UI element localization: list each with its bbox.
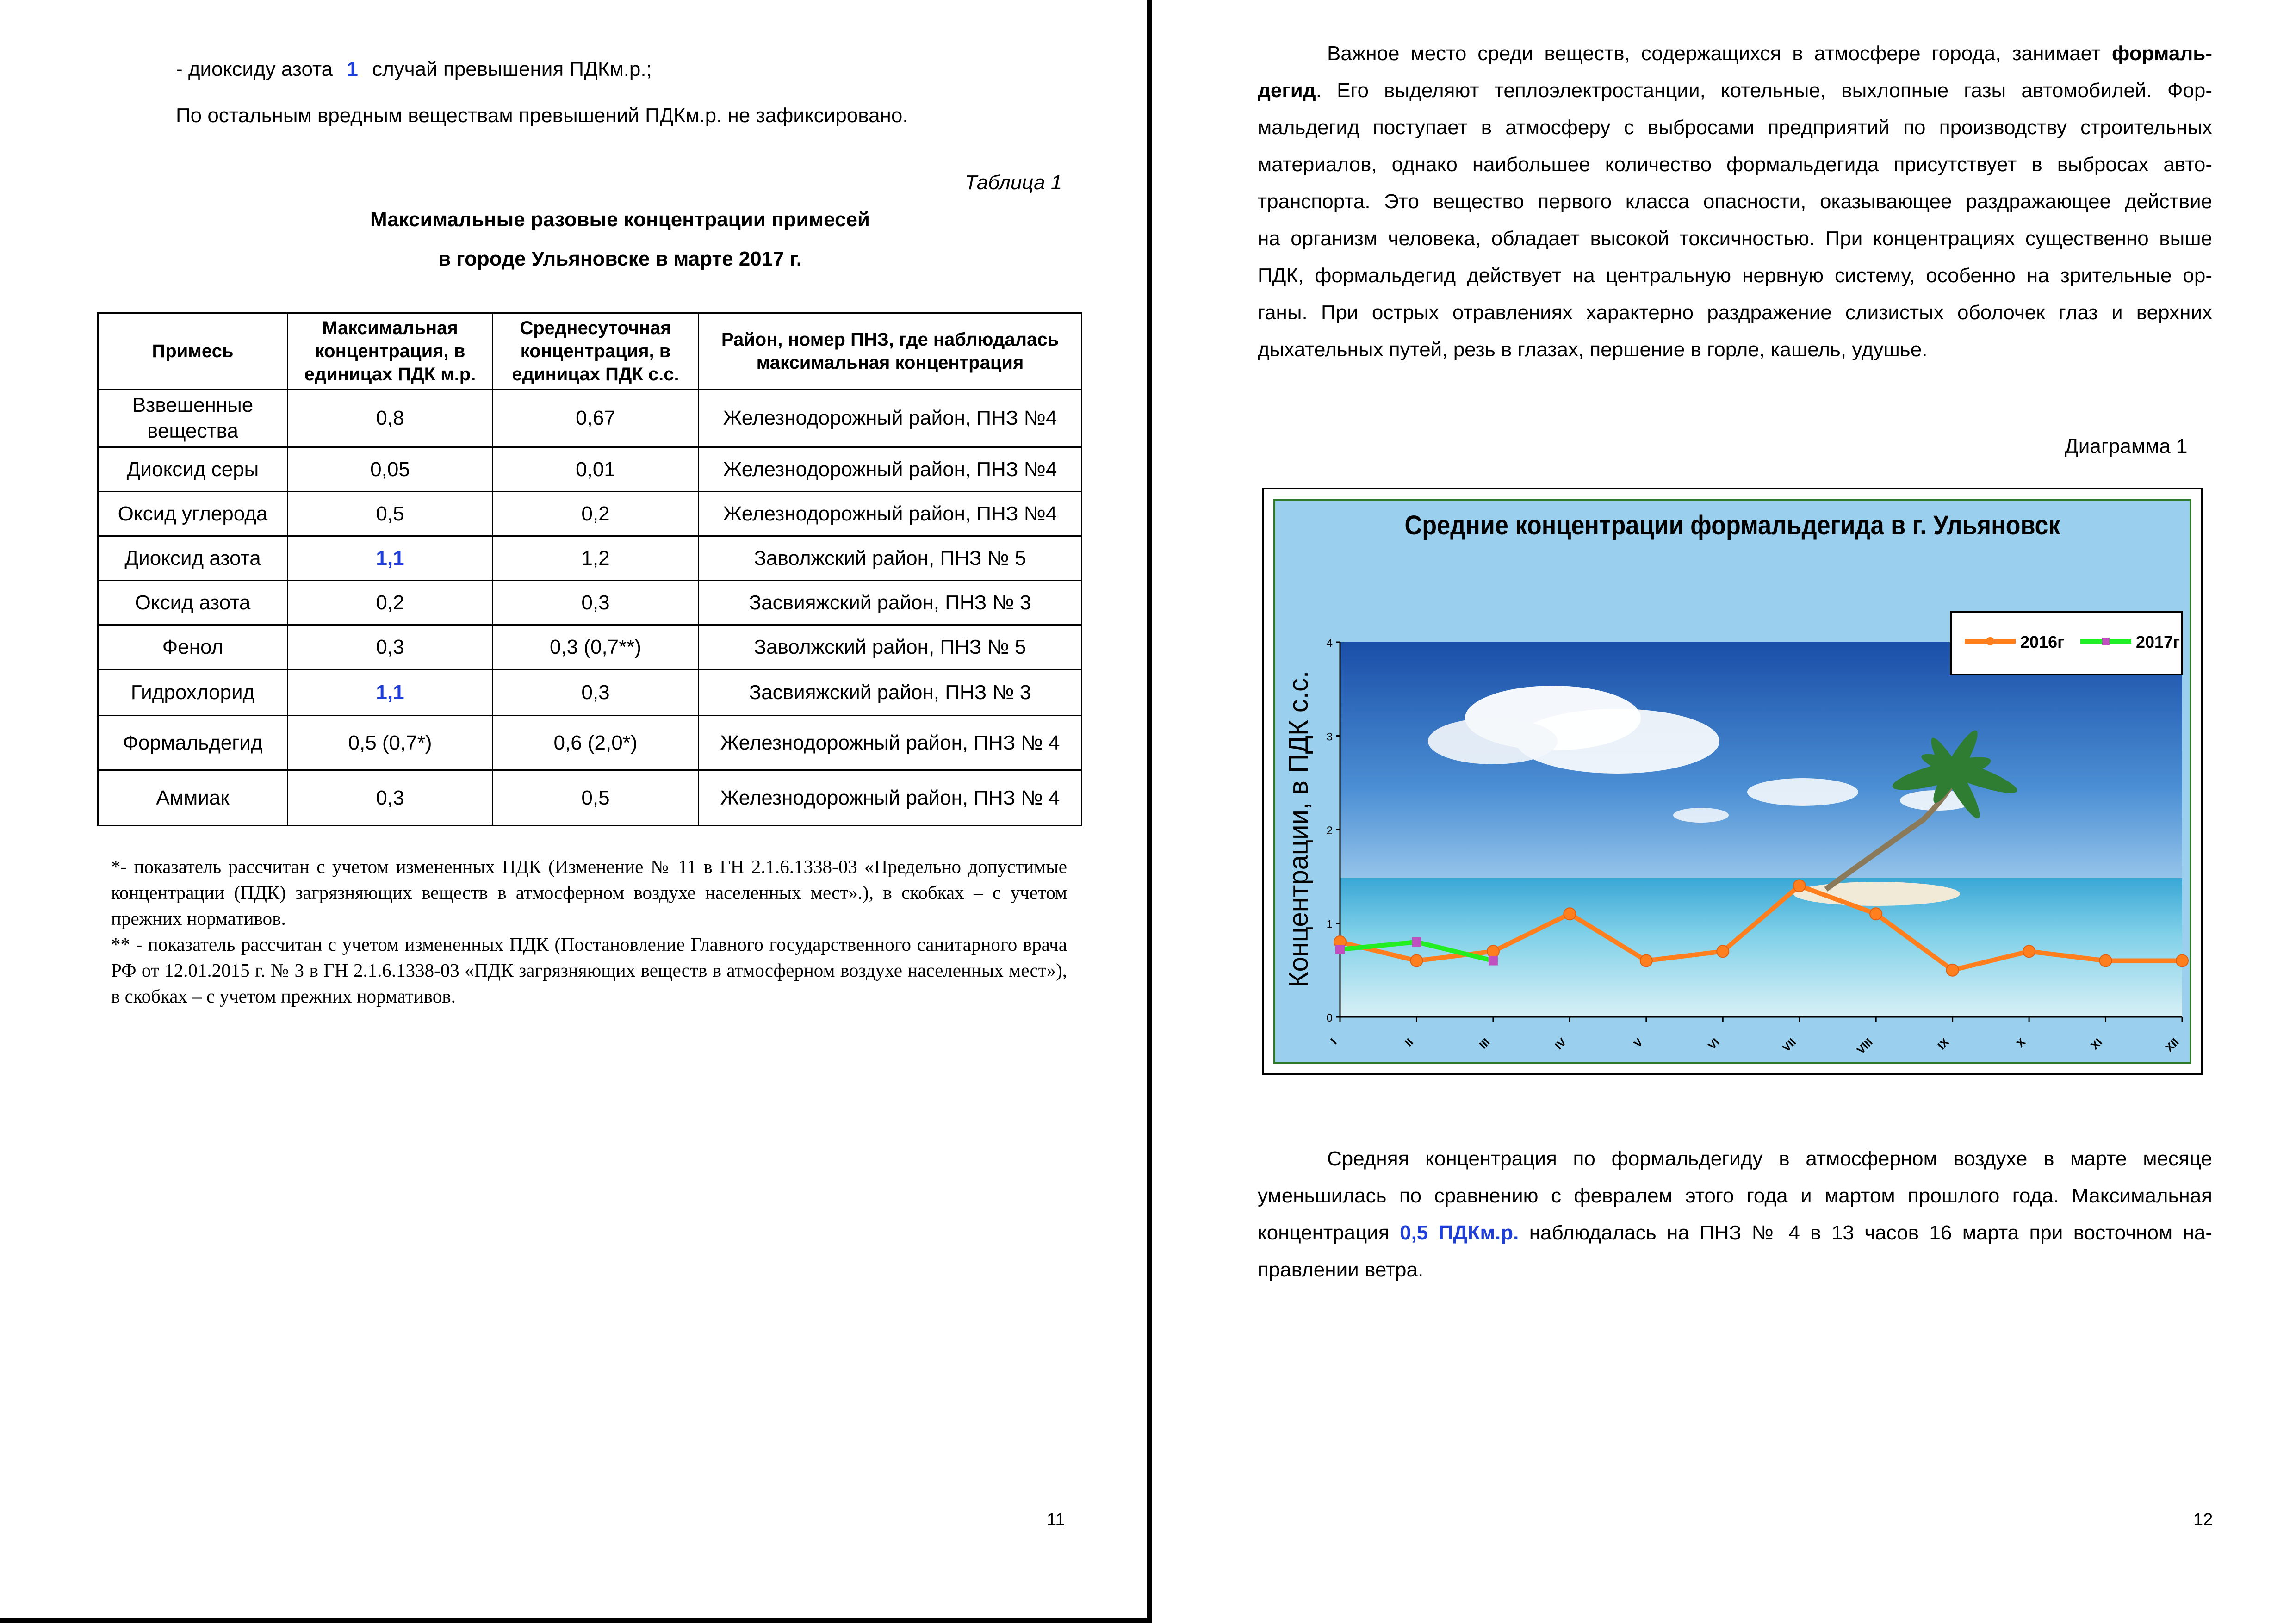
table-title-line2: в городе Ульяновске в марте 2017 г. <box>438 248 802 270</box>
legend-marker-2017 <box>2102 638 2110 645</box>
para2-line: Средняя концентрация по формальдегиду в атмосферном воздухе в марте месяце <box>1327 1147 2212 1170</box>
para1-bold-term: дегид <box>1258 79 1316 102</box>
table-row <box>98 669 1082 716</box>
cell-daily: 0,01 <box>493 447 699 492</box>
cell-daily: 0,3 (0,7**) <box>493 625 699 669</box>
exceedance-prefix: - диоксиду азота <box>176 58 333 81</box>
table-label: Таблица 1 <box>965 171 1062 194</box>
cell-district: Железнодорожный район, ПНЗ № 4 <box>699 770 1082 826</box>
para1-line <box>1258 72 2212 109</box>
legend-label-2016: 2016г <box>2020 632 2065 651</box>
cell-substance: Оксид азота <box>98 581 288 625</box>
para1-line: мальдегид поступает в атмосферу с выбросами предприятий по производству строительных <box>1258 116 2212 139</box>
cell-district: Железнодорожный район, ПНЗ №4 <box>699 447 1082 492</box>
cell-max: 0,3 <box>288 625 493 669</box>
page-divider <box>1147 0 1152 1623</box>
cell-substance: Фенол <box>98 625 288 669</box>
x-tick-label: IV <box>1552 1036 1569 1053</box>
cell-substance: Взвешенные вещества <box>98 390 288 447</box>
cell-max: 0,5 <box>288 492 493 536</box>
cell-max: 0,05 <box>288 447 493 492</box>
diagram-label: Диаграмма 1 <box>2065 435 2188 458</box>
para1-text: Важное место среди веществ, содержащихся в атмосфере города, занимает <box>1327 42 2112 65</box>
x-tick-label: III <box>1477 1036 1493 1052</box>
cell-max: 1,1 <box>288 536 493 581</box>
cloud <box>1747 778 1858 806</box>
data-point <box>1412 937 1421 947</box>
x-tick-label: XII <box>2163 1036 2182 1054</box>
para1-line: транспорта. Это вещество первого класса опасности, оказывающее раздражающее действие <box>1258 190 2212 213</box>
no-exceedance-text: По остальным вредным веществам превышений ПДКм.р. не зафиксировано. <box>176 104 908 127</box>
photo-background <box>1340 642 2182 1017</box>
cell-substance: Формальдегид <box>98 716 288 770</box>
x-tick-label: VI <box>1706 1036 1722 1053</box>
para1-line: ганы. При острых отравлениях характерно раздражение слизистых оболочек глаз и верхних <box>1258 301 2212 324</box>
x-tick-label: IX <box>1935 1036 1952 1053</box>
para1-line <box>1258 35 2212 72</box>
para2-line: правлении ветра. <box>1258 1258 1424 1281</box>
para2-line: уменьшилась по сравнению с февралем этого года и мартом прошлого года. Максимальная <box>1258 1184 2212 1207</box>
data-point <box>1870 908 1882 920</box>
chart-area <box>1273 499 2191 1064</box>
cell-daily: 0,67 <box>493 390 699 447</box>
cell-max: 1,1 <box>288 669 493 716</box>
cloud <box>1673 808 1729 823</box>
cell-district: Железнодорожный район, ПНЗ №4 <box>699 492 1082 536</box>
cell-district: Заволжский район, ПНЗ № 5 <box>699 536 1082 581</box>
data-point <box>2023 945 2035 957</box>
y-axis-label: Концентрации, в ПДК с.с. <box>1284 670 1314 988</box>
cloud <box>1428 718 1558 764</box>
footnote-2: ** - показатель рассчитан с учетом измененных ПДК (Постановление Главного государственного санитарного врача РФ от 12.01.2015 г. № 3 в ГН 2.1.6.1338-03 «ПДК загрязняющих веществ в атмосферном воздухе населенных мест»), в скобках – с учетом прежних нормативов. <box>111 934 1067 1007</box>
y-tick-label: 1 <box>1326 918 1333 931</box>
cell-district: Засвияжский район, ПНЗ № 3 <box>699 581 1082 625</box>
legend-marker-2016 <box>1986 637 1994 645</box>
footnotes <box>111 854 1067 1009</box>
exceedance-suffix: случай превышения ПДКм.р.; <box>372 58 652 81</box>
cell-substance: Оксид углерода <box>98 492 288 536</box>
concentrations-table <box>97 312 1082 826</box>
cell-district: Засвияжский район, ПНЗ № 3 <box>699 669 1082 716</box>
data-point <box>1335 945 1345 954</box>
page-number: 12 <box>2193 1510 2213 1530</box>
x-tick-label: I <box>1328 1036 1340 1047</box>
exceedance-line <box>176 56 652 83</box>
para1-bold-term: формаль- <box>2111 42 2212 65</box>
table-row <box>98 492 1082 536</box>
cell-district: Заволжский район, ПНЗ № 5 <box>699 625 1082 669</box>
conclusion-paragraph <box>1258 1140 2212 1288</box>
data-point <box>1717 945 1729 957</box>
para1-line: ПДК, формальдегид действует на центральную нервную систему, особенно на зрительные ор- <box>1258 264 2212 287</box>
header-daily-conc: Среднесуточная концентрация, в единицах ПДК с.с. <box>493 313 699 390</box>
sea <box>1340 878 2182 1017</box>
table-row <box>98 390 1082 447</box>
legend-label-2017: 2017г <box>2136 632 2180 651</box>
formaldehyde-chart <box>1262 488 2203 1075</box>
data-point <box>1489 956 1498 966</box>
table-row <box>98 447 1082 492</box>
cell-daily: 1,2 <box>493 536 699 581</box>
cell-daily: 0,3 <box>493 581 699 625</box>
para2-line <box>1258 1214 2212 1251</box>
x-tick-label: V <box>1631 1036 1646 1050</box>
table-row <box>98 581 1082 625</box>
data-point <box>2176 955 2188 967</box>
cell-max: 0,8 <box>288 390 493 447</box>
page-number: 11 <box>1047 1510 1065 1530</box>
data-point <box>1487 945 1499 957</box>
x-tick-label: X <box>2014 1036 2029 1050</box>
x-tick-label: VIII <box>1854 1036 1875 1057</box>
table-row <box>98 536 1082 581</box>
para1-line: дыхательных путей, резь в глазах, першение в горле, кашель, удушье. <box>1258 338 1928 361</box>
table-row <box>98 716 1082 770</box>
header-substance: Примесь <box>98 313 288 390</box>
cell-max: 0,3 <box>288 770 493 826</box>
cell-daily: 0,2 <box>493 492 699 536</box>
cell-district: Железнодорожный район, ПНЗ №4 <box>699 390 1082 447</box>
y-tick-label: 0 <box>1326 1012 1333 1024</box>
y-tick-label: 4 <box>1326 637 1333 650</box>
sky <box>1340 642 2182 887</box>
data-point <box>1793 880 1806 892</box>
para2-text: наблюдалась на ПНЗ № 4 в 13 часов 16 марта при восточном на- <box>1519 1221 2212 1244</box>
page-11 <box>0 0 1147 1623</box>
para1-line: материалов, однако наибольшее количество формальдегида присутствует в выбросах авто- <box>1258 153 2212 176</box>
x-tick-label: VII <box>1780 1036 1799 1054</box>
formaldehyde-paragraph <box>1258 35 2212 368</box>
x-tick-label: II <box>1402 1036 1416 1049</box>
para1-line: на организм человека, обладает высокой токсичностью. При концентрациях существенно выше <box>1258 227 2212 250</box>
exceedance-count: 1 <box>347 58 358 81</box>
cell-substance: Диоксид азота <box>98 536 288 581</box>
data-point <box>2100 955 2112 967</box>
chart-legend <box>1951 612 2182 675</box>
para2-text: концентрация <box>1258 1221 1390 1244</box>
x-tick-label: XI <box>2088 1036 2105 1053</box>
cell-daily: 0,6 (2,0*) <box>493 716 699 770</box>
table-row <box>98 625 1082 669</box>
para1-text: . Его выделяют теплоэлектростанции, котельные, выхлопные газы автомобилей. Фор- <box>1316 79 2212 102</box>
cell-max: 0,5 (0,7*) <box>288 716 493 770</box>
cell-substance: Гидрохлорид <box>98 669 288 716</box>
cell-substance: Аммиак <box>98 770 288 826</box>
max-concentration-value: 0,5 ПДКм.р. <box>1400 1221 1519 1244</box>
data-point <box>1410 955 1422 967</box>
cell-max: 0,2 <box>288 581 493 625</box>
cell-daily: 0,5 <box>493 770 699 826</box>
chart-svg <box>1275 501 2190 1062</box>
cell-substance: Диоксид серы <box>98 447 288 492</box>
cell-daily: 0,3 <box>493 669 699 716</box>
header-district: Район, номер ПНЗ, где наблюдалась максимальная концентрация <box>699 313 1082 390</box>
chart-title: Средние концентрации формальдегида в г. Ульяновск <box>1404 510 2060 540</box>
y-tick-label: 3 <box>1326 731 1333 743</box>
y-tick-label: 2 <box>1326 824 1333 837</box>
footnote-1: *- показатель рассчитан с учетом измененных ПДК (Изменение № 11 в ГН 2.1.6.1338-03 «Предельно допустимые концентрации (ПДК) загрязняющих веществ в атмосферном воздухе населенных мест».), в скобках – с учетом прежних нормативов. <box>111 856 1067 929</box>
data-point <box>1640 955 1652 967</box>
data-point <box>1564 908 1576 920</box>
table-title-line1: Максимальные разовые концентрации примесей <box>370 208 870 231</box>
table-header-row <box>98 313 1082 390</box>
cell-district: Железнодорожный район, ПНЗ № 4 <box>699 716 1082 770</box>
data-point <box>1947 964 1959 976</box>
table-row <box>98 770 1082 826</box>
header-max-conc: Максимальная концентрация, в единицах ПДК м.р. <box>288 313 493 390</box>
